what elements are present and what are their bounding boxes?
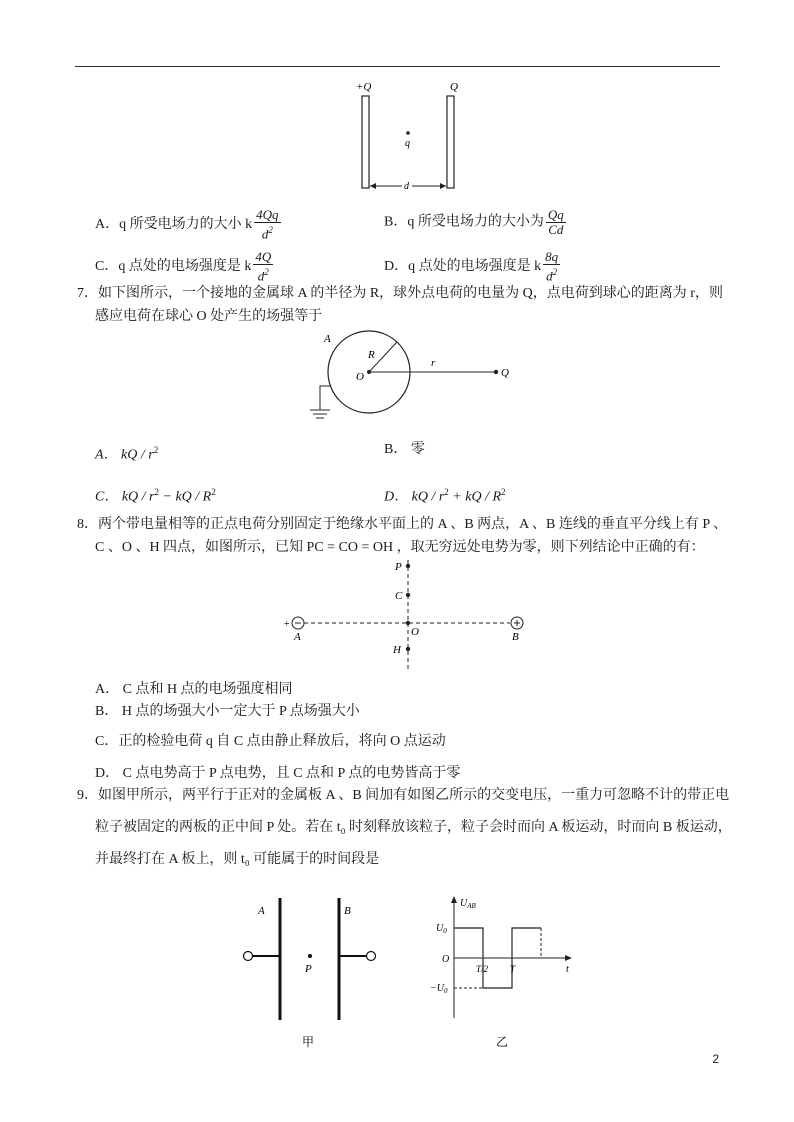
label-q-center: q (405, 138, 410, 149)
label-a: A (324, 333, 331, 345)
header-rule (75, 66, 720, 67)
q7-option-a: A． kQ / $r^2$ (95, 445, 159, 463)
q6-option-c: C．q 点处的电场强度是 k $\frac{4Q}{d^2}$ (95, 249, 272, 284)
label-r-upper: R (368, 349, 375, 361)
figure-parallel-plates (340, 76, 480, 196)
tick-t: T (510, 964, 516, 974)
label-o: O (411, 626, 419, 638)
point-p (308, 954, 312, 958)
label-q: Q (501, 367, 509, 379)
label-o: O (356, 371, 364, 383)
q9-stem-line2: 粒子被固定的两板的正中间 P 处。若在 t₀ 时刻释放该粒子，粒子会时而向 A 板运动，时而向 B 板运动， (95, 820, 732, 835)
point-charge-q (494, 370, 498, 374)
arrow-head-right (440, 183, 446, 189)
point-o (406, 621, 410, 625)
label-b: B (512, 631, 519, 643)
t-axis-label: t (566, 964, 569, 975)
q7-stem-line1: 7．如下图所示，一个接地的金属球 A 的半径为 R，球外点电荷的电量为 Q，点电荷到球心的距离为 r，则 (77, 286, 723, 301)
label-q-right: Q (450, 81, 458, 93)
fraction: $\frac{4Q}{d^2}$ (255, 249, 272, 284)
ground-wire (320, 386, 331, 410)
point-p (406, 564, 410, 568)
label-plus-q: +Q (356, 81, 372, 93)
label-plus: + (284, 619, 290, 630)
page-number: 2 (712, 1052, 719, 1066)
u0-label: $U_0$ (436, 923, 447, 935)
origin-label: O (442, 954, 450, 965)
caption-yi: 乙 (496, 1035, 509, 1049)
label-d: d (404, 181, 409, 192)
label-h: H (393, 644, 401, 656)
label-c: C (395, 590, 403, 602)
fraction: $\frac{8q}{d^2}$ (545, 249, 559, 284)
q8-option-a: A． C 点和 H 点的电场强度相同 (95, 682, 293, 697)
point-c (406, 593, 410, 597)
q6-option-d: D．q 点处的电场强度是 k $\frac{8q}{d^2}$ (384, 249, 559, 284)
neg-u0-label: $-U_0$ (430, 983, 448, 995)
label-p: P (395, 561, 402, 573)
q8-stem-line1: 8．两个带电量相等的正点电荷分别固定于绝缘水平面上的 A 、B 两点，A 、B 连线的垂直平分线上有 P 、 (77, 517, 728, 532)
q9-stem-line1: 9．如图甲所示，两平行于正对的金属板 A 、B 间加有如图乙所示的交变电压，一重力可忽略不计的带正电 (77, 788, 730, 803)
t-axis-arrow (565, 955, 572, 961)
label-a: A (258, 905, 265, 917)
figure-two-charges (280, 556, 530, 674)
fraction: $\frac{4Qq}{d^2}$ (256, 207, 279, 242)
tick-t-half: T/2 (476, 964, 489, 974)
q7-stem-line2: 感应电荷在球心 O 处产生的场强等于 (95, 309, 323, 324)
figure-yi-voltage-graph (420, 892, 580, 1052)
q8-stem-line2: C 、O 、H 四点，如图所示，已知 PC = CO = OH ，取无穷远处电势为零，则下列结论中正确的有： (95, 540, 705, 555)
figure-jia-plates (238, 892, 388, 1052)
q8-option-d: D． C 点电势高于 P 点电势，且 C 点和 P 点的电势皆高于零 (95, 766, 461, 781)
point-charge-q (406, 131, 410, 135)
terminal-a (244, 952, 253, 961)
q8-option-b: B． H 点的场强大小一定大于 P 点场强大小 (95, 704, 360, 719)
figure-grounded-sphere (300, 328, 520, 428)
fraction: $\frac{Qq}{Cd}$ (547, 207, 564, 237)
label-a: A (294, 631, 301, 643)
left-plate (362, 96, 369, 188)
label-p: P (305, 963, 312, 975)
arrow-head-left (370, 183, 376, 189)
caption-jia: 甲 (302, 1035, 315, 1049)
right-plate (447, 96, 454, 188)
q9-stem-line3: 并最终打在 A 板上，则 t₀ 可能属于的时间段是 (95, 852, 380, 867)
q6-option-b: B．q 所受电场力的大小为 $\frac{Qq}{Cd}$ (384, 207, 564, 237)
q8-option-c: C．正的检验电荷 q 自 C 点由静止释放后，将向 O 点运动 (95, 734, 446, 749)
q6-option-a: A．q 所受电场力的大小 k $\frac{4Qq}{d^2}$ (95, 207, 279, 242)
y-axis-arrow (451, 896, 457, 903)
q7-option-d: D． kQ / $r^2$ + kQ / $R^2$ (384, 487, 506, 505)
label-b: B (344, 905, 351, 917)
y-axis-label: $U_{AB}$ (460, 898, 476, 910)
q7-option-b: B． 零 (384, 442, 425, 457)
point-h (406, 647, 410, 651)
label-r-lower: r (431, 357, 436, 369)
terminal-b (367, 952, 376, 961)
q7-option-c: C． kQ / $r^2$ − kQ / $R^2$ (95, 487, 216, 505)
